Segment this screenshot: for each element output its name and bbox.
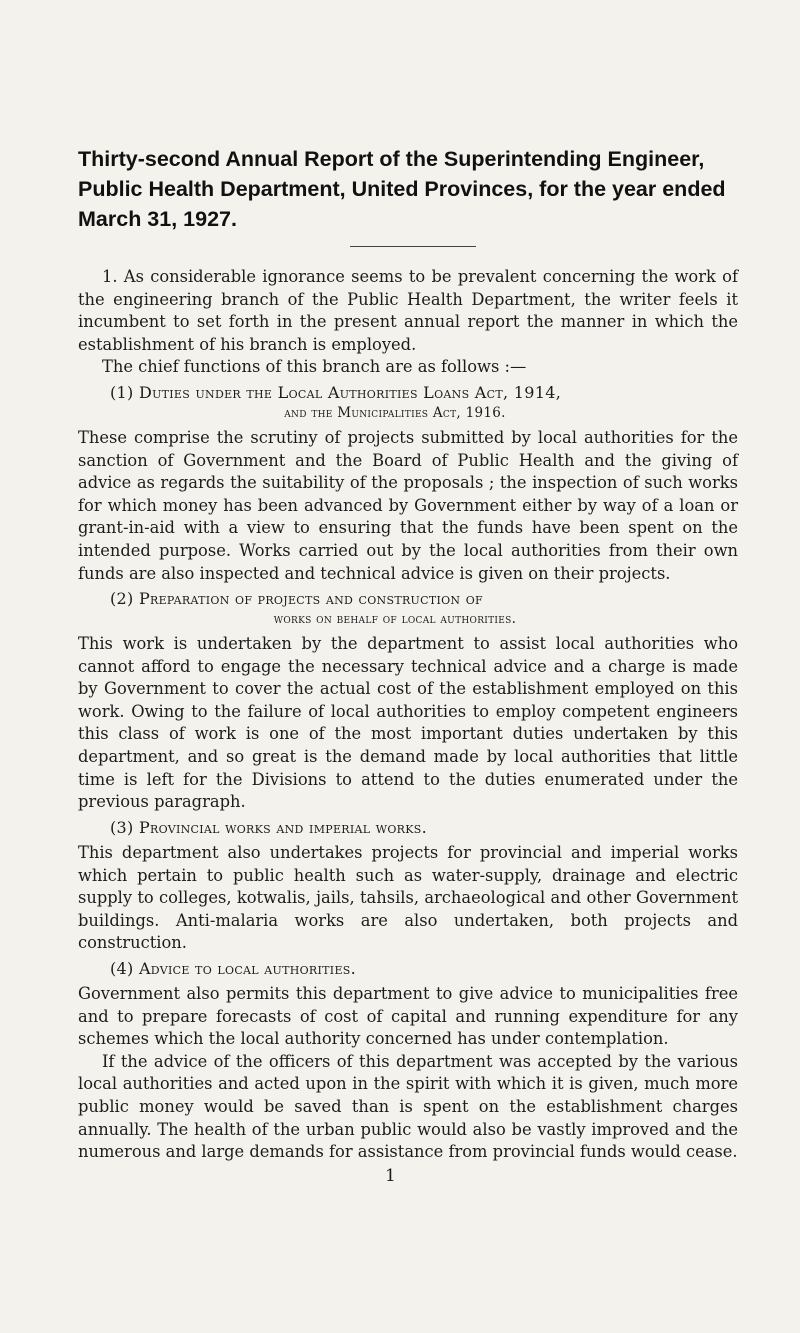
intro-block [78, 266, 738, 379]
section-2-heading [110, 589, 720, 629]
section-1-body [78, 427, 738, 585]
page-number: 1 [385, 1166, 396, 1186]
functions-line: The chief functions of this branch are as follows :— [102, 357, 527, 377]
section-4-body [78, 983, 738, 1164]
section-4-paragraph-1: Government also permits this department to give advice to municipalities free and to prepare forecasts of cost of capital and running expenditure for any schemes which the local authority concerned has under contemplation. [78, 984, 738, 1049]
section-2-body [78, 633, 738, 814]
section-1-heading [110, 383, 720, 423]
section-3-body [78, 842, 738, 955]
section-4-heading-line-1: (4) Advice to local authorities. [110, 959, 356, 978]
section-2-heading-line-2: works on behalf of local authorities. [273, 611, 517, 627]
section-1-paragraph: These comprise the scrutiny of projects submitted by local authorities for the sanction of Government and the Board of Public Health and the giving of advice as regards the suitability of the proposals ; the inspection of such works for which money has been advanced by Government either by way of a loan or grant-in-aid with a view to ensuring that the funds have been spent on the intended purpose. Works carried out by the local authorities from their own funds are also inspected and technical advice is given on their projects. [78, 428, 738, 583]
section-4-paragraph-2: If the advice of the officers of this department was accepted by the various local authorities and acted upon in the spirit with which it is given, much more public money would be saved than is spent on the establishment charges annually. The health of the urban public would also be vastly improved and the numerous and large demands for assistance from provincial funds would cease. [78, 1051, 738, 1162]
section-3-paragraph: This department also undertakes projects for provincial and imperial works which pertain to public health such as water-supply, drainage and electric supply to colleges, kotwalis, jails, tahsils, archaeological and other Government buildings. Anti-malaria works are also undertaken, both projects and construction. [78, 843, 738, 953]
section-3-heading-line-1: (3) Provincial works and imperial works. [110, 818, 427, 837]
section-2-paragraph: This work is undertaken by the department to assist local authorities who cannot afford to engage the necessary technical advice and a charge is made by Government to cover the actual cost of the establishment employed on this work. Owing to the failure of local authorities to employ competent engineers this class of work is one of the most important duties undertaken by this department, and so great is the demand made by local authorities that little time is left for the Divisions to attend to the duties enumerated under the previous paragraph. [78, 634, 738, 812]
section-3-heading [110, 818, 720, 838]
section-4-heading [110, 959, 720, 979]
section-1-heading-line-1: (1) Duties under the Local Authorities Loans Act, 1914, [110, 383, 562, 402]
report-title: Thirty-second Annual Report of the Superintending Engineer, Public Health Department, United Provinces, for the year ended March 31, 1927. [78, 147, 726, 231]
title-divider [350, 246, 476, 247]
section-2-heading-line-1: (2) Preparation of projects and construction of [110, 589, 483, 608]
intro-paragraph: 1. As considerable ignorance seems to be prevalent concerning the work of the engineering branch of the Public Health Department, the writer feels it incumbent to set forth in the present annual report the manner in which the establishment of his branch is employed. [78, 267, 738, 354]
section-1-heading-line-2: and the Municipalities Act, 1916. [284, 405, 506, 421]
